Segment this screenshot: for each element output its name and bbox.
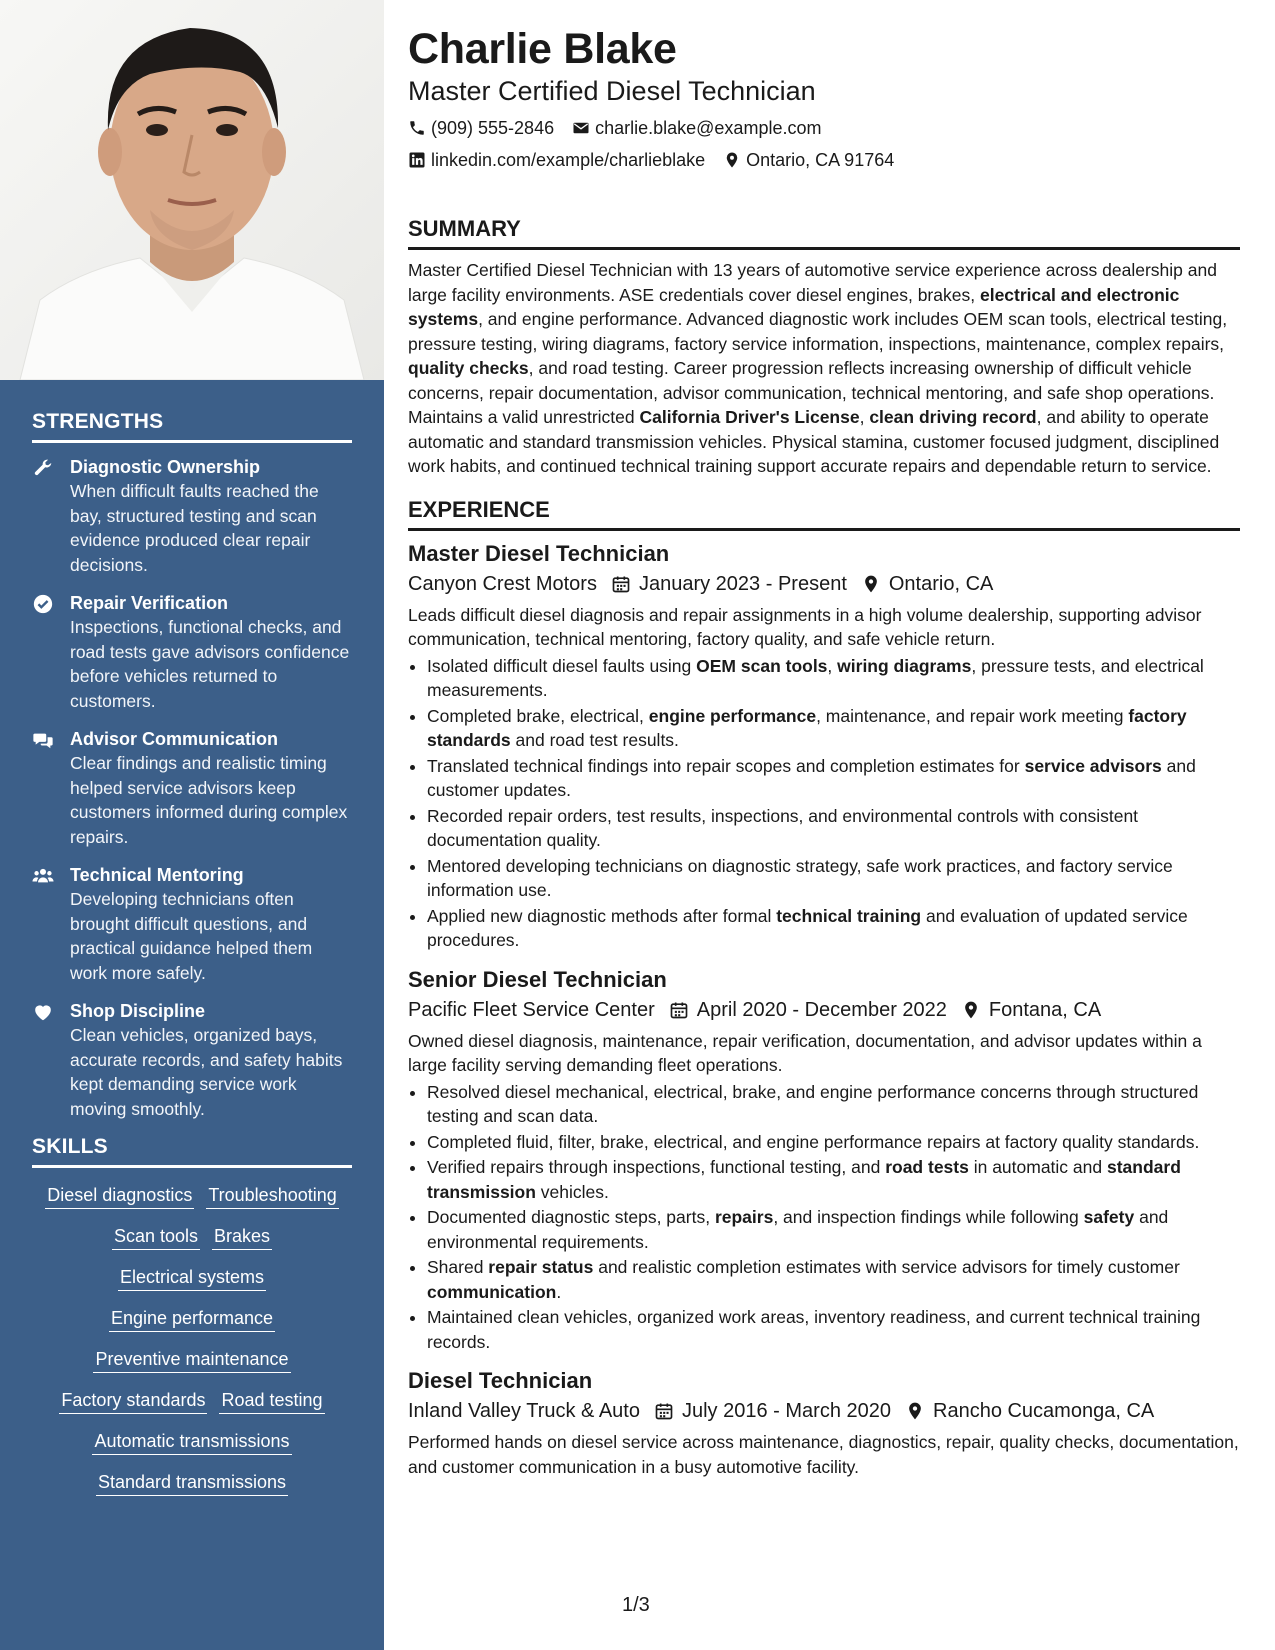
- phone-icon: [408, 119, 426, 137]
- linkedin-text: linkedin.com/example/charlieblake: [431, 150, 706, 170]
- text-run: Completed fluid, filter, brake, electrical, and engine performance repairs at factory quality standards.: [427, 1131, 1200, 1152]
- skill-tag: Road testing: [219, 1387, 324, 1414]
- bold-phrase: service advisors: [1024, 755, 1162, 776]
- text-run: and environmental requirements.: [427, 1207, 1169, 1252]
- skill-row: [32, 1264, 352, 1291]
- text-run: in automatic and: [968, 1157, 1107, 1177]
- bold-phrase: standard transmission: [427, 1157, 1181, 1202]
- job-location: [905, 1396, 1154, 1426]
- job-bullet: [427, 704, 1240, 753]
- skill-row: [32, 1346, 352, 1373]
- contact-row-2: [408, 148, 1240, 172]
- strengths-heading: STRENGTHS: [32, 410, 352, 443]
- bold-phrase: clean driving record: [869, 407, 1037, 427]
- skill-row: [32, 1428, 352, 1455]
- strength-description: When difficult faults reached the bay, structured testing and scan evidence produced clear repair decisions.: [70, 481, 319, 575]
- profile-photo: [0, 0, 384, 380]
- job-bullet: [427, 1155, 1240, 1204]
- job-dates: [654, 1396, 891, 1426]
- text-run: , maintenance, and repair work meeting: [816, 705, 1129, 726]
- text-run: and realistic completion estimates with service advisors for timely customer: [593, 1257, 1180, 1277]
- bold-phrase: repair status: [488, 1257, 594, 1277]
- bold-phrase: electrical and electronic systems: [408, 284, 1180, 329]
- strength-title: Shop Discipline: [70, 1001, 206, 1021]
- skill-row: [32, 1305, 352, 1332]
- job-bullet: [427, 1130, 1240, 1155]
- text-run: .: [556, 1281, 562, 1302]
- main-content: [408, 24, 1240, 1491]
- summary-text: [408, 258, 1240, 479]
- map-pin-icon: [961, 1000, 981, 1020]
- skill-tag: Troubleshooting: [206, 1182, 338, 1209]
- job-location: [961, 995, 1101, 1025]
- skill-tag: Diesel diagnostics: [45, 1182, 194, 1209]
- skills-list: [32, 1182, 352, 1496]
- job-dates: [669, 995, 947, 1025]
- strength-description: Developing technicians often brought difficult questions, and practical guidance helped them work more safely.: [70, 889, 313, 983]
- job-meta: [408, 995, 1240, 1025]
- location-contact: [723, 148, 894, 172]
- job-description: Leads difficult diesel diagnosis and repair assignments in a high volume dealership, supporting advisor communication, technical mentoring, factory quality, and safe vehicle return.: [408, 604, 1202, 649]
- summary-heading: SUMMARY: [408, 216, 1240, 250]
- job-dates-text: July 2016 - March 2020: [681, 1400, 891, 1422]
- job-company: Pacific Fleet Service Center: [408, 998, 655, 1021]
- linkedin-contact[interactable]: [408, 148, 705, 172]
- strength-title: Advisor Communication: [70, 729, 279, 749]
- text-run: Mentored developing technicians on diagnostic strategy, safe work practices, and factory service information use.: [427, 855, 1173, 900]
- skill-row: [32, 1387, 352, 1414]
- bold-phrase: wiring diagrams: [837, 655, 972, 676]
- job-bullet: [427, 754, 1240, 803]
- bold-phrase: safety: [1083, 1207, 1135, 1227]
- calendar-icon: [669, 1000, 689, 1020]
- job-bullet: [427, 904, 1240, 953]
- skill-tag: Automatic transmissions: [92, 1428, 291, 1455]
- heart-icon: [32, 1001, 54, 1023]
- strength-item: [32, 863, 352, 985]
- strength-item: [32, 999, 352, 1121]
- text-run: , and inspection findings while following: [773, 1207, 1084, 1227]
- bold-phrase: road tests: [885, 1157, 969, 1177]
- text-run: , and road testing. Career progression reflects increasing ownership of difficult vehicle concerns, repair documentation, advisor communication, technical mentoring, and safe shop operations. Maintains a valid unrestricted: [408, 358, 1215, 427]
- strength-description: Clear findings and realistic timing helped service advisors keep customers informed during complex repairs.: [70, 753, 348, 847]
- experience-heading: EXPERIENCE: [408, 497, 1240, 531]
- job-description: Owned diesel diagnosis, maintenance, repair verification, documentation, and advisor updates within a large facility serving demanding fleet operations.: [408, 1030, 1202, 1075]
- phone-contact[interactable]: [408, 116, 554, 140]
- strength-item: [32, 455, 352, 577]
- comments-icon: [32, 729, 54, 751]
- strength-item: [32, 727, 352, 849]
- email-contact[interactable]: [572, 116, 821, 140]
- skill-tag: Electrical systems: [118, 1264, 266, 1291]
- job-title: Senior Diesel Technician: [408, 966, 667, 992]
- text-run: and customer updates.: [427, 755, 1196, 800]
- job-description: Performed hands on diesel service across maintenance, diagnostics, repair, quality checks, documentation, and customer communication in a busy automotive facility.: [408, 1432, 1239, 1477]
- map-pin-icon: [905, 1401, 925, 1421]
- bold-phrase: factory standards: [427, 705, 1187, 750]
- job-meta: [408, 1396, 1240, 1426]
- calendar-icon: [611, 574, 631, 594]
- phone-text: (909) 555-2846: [431, 118, 555, 138]
- strength-description: Inspections, functional checks, and road tests gave advisors confidence before vehicles returned to customers.: [70, 617, 350, 711]
- job-dates: [611, 569, 847, 599]
- job-dates-text: April 2020 - December 2022: [696, 998, 947, 1021]
- skill-tag: Scan tools: [112, 1223, 200, 1250]
- skills-heading: SKILLS: [32, 1135, 352, 1168]
- text-run: , and engine performance. Advanced diagnostic work includes OEM scan tools, electrical testing, pressure testing, wiring diagrams, factory service information, inspections, maintenance, complex repairs,: [408, 309, 1228, 354]
- job-bullet: [427, 804, 1240, 853]
- users-icon: [32, 865, 54, 887]
- job-location-text: Ontario, CA: [888, 572, 994, 595]
- job-location-text: Rancho Cucamonga, CA: [933, 1400, 1155, 1422]
- skill-row: [32, 1182, 352, 1209]
- job-dates-text: January 2023 - Present: [638, 572, 847, 595]
- job-bullet: [427, 1305, 1240, 1354]
- text-run: Master Certified Diesel Technician with 13 years of automotive service experience across dealership and large facility environments. ASE credentials cover diesel engines, brakes,: [408, 260, 1217, 305]
- job-bullets: [408, 654, 1240, 953]
- strength-title: Technical Mentoring: [70, 865, 244, 885]
- bold-phrase: repairs: [714, 1207, 774, 1227]
- text-run: Isolated difficult diesel faults using: [427, 655, 697, 676]
- bold-phrase: technical training: [776, 905, 922, 926]
- skill-tag: Preventive maintenance: [93, 1346, 290, 1373]
- text-run: Recorded repair orders, test results, inspections, and environmental controls with consistent documentation quality.: [427, 805, 1139, 850]
- location-text: Ontario, CA 91764: [746, 150, 895, 170]
- strength-title: Repair Verification: [70, 593, 229, 613]
- bold-phrase: communication: [427, 1281, 557, 1302]
- bold-phrase: quality checks: [408, 358, 529, 378]
- text-run: ,: [827, 655, 838, 676]
- skill-row: [32, 1469, 352, 1496]
- text-run: Shared: [427, 1257, 489, 1277]
- skill-tag: Factory standards: [59, 1387, 207, 1414]
- text-run: Applied new diagnostic methods after formal: [427, 905, 777, 926]
- text-run: Maintained clean vehicles, organized work areas, inventory readiness, and current technical training records.: [427, 1307, 1201, 1352]
- contact-row-1: [408, 116, 1240, 140]
- experience-list: [408, 539, 1240, 1480]
- skill-tag: Brakes: [212, 1223, 272, 1250]
- bold-phrase: engine performance: [648, 705, 817, 726]
- job-entry: [408, 539, 1240, 953]
- strength-title: Diagnostic Ownership: [70, 457, 261, 477]
- text-run: ,: [859, 407, 870, 427]
- job-title: Master Diesel Technician: [408, 540, 670, 566]
- text-run: , pressure tests, and electrical measurements.: [427, 655, 1204, 700]
- page-number: 1/3: [622, 1594, 650, 1616]
- map-pin-icon: [861, 574, 881, 594]
- job-location-text: Fontana, CA: [988, 998, 1102, 1021]
- text-run: vehicles.: [535, 1181, 609, 1202]
- skill-tag: Standard transmissions: [96, 1469, 288, 1496]
- bold-phrase: California Driver's License: [639, 407, 860, 427]
- bold-phrase: OEM scan tools: [696, 655, 828, 676]
- text-run: Completed brake, electrical,: [427, 705, 649, 726]
- job-meta: [408, 569, 1240, 599]
- job-company: Inland Valley Truck & Auto: [408, 1400, 640, 1422]
- candidate-name: Charlie Blake: [408, 25, 677, 73]
- job-entry: [408, 965, 1240, 1355]
- candidate-title: Master Certified Diesel Technician: [408, 76, 816, 106]
- strength-item: [32, 591, 352, 713]
- check-circle-icon: [32, 593, 54, 615]
- skill-row: [32, 1223, 352, 1250]
- job-company: Canyon Crest Motors: [408, 572, 597, 595]
- linkedin-icon: [408, 151, 426, 169]
- portrait-image: [0, 0, 384, 380]
- map-pin-icon: [723, 151, 741, 169]
- envelope-icon: [572, 119, 590, 137]
- text-run: and road test results.: [510, 730, 679, 750]
- text-run: Translated technical findings into repair scopes and completion estimates for: [427, 755, 1025, 776]
- wrench-icon: [32, 457, 54, 479]
- text-run: , and ability to operate automatic and standard transmission vehicles. Physical stamina, customer focused judgment, disciplined work habits, and continued technical training support accurate repairs and dependable return to service.: [408, 407, 1220, 476]
- calendar-icon: [654, 1401, 674, 1421]
- job-bullets: [408, 1080, 1240, 1355]
- strengths-list: [32, 455, 352, 1121]
- text-run: Documented diagnostic steps, parts,: [427, 1207, 715, 1227]
- job-bullet: [427, 1205, 1240, 1254]
- job-bullet: [427, 654, 1240, 703]
- text-run: Resolved diesel mechanical, electrical, brake, and engine performance concerns through structured testing and scan data.: [427, 1081, 1199, 1126]
- email-text: charlie.blake@example.com: [595, 118, 822, 138]
- skill-tag: Engine performance: [109, 1305, 275, 1332]
- job-title: Diesel Technician: [408, 1368, 593, 1393]
- job-entry: [408, 1366, 1240, 1479]
- text-run: Verified repairs through inspections, functional testing, and: [427, 1157, 886, 1177]
- text-run: and evaluation of updated service procedures.: [427, 905, 1188, 950]
- job-bullet: [427, 854, 1240, 903]
- strength-description: Clean vehicles, organized bays, accurate records, and safety habits kept demanding service work moving smoothly.: [70, 1025, 343, 1119]
- sidebar: [0, 0, 384, 1650]
- job-bullet: [427, 1080, 1240, 1129]
- job-bullet: [427, 1255, 1240, 1304]
- job-location: [861, 569, 993, 599]
- sidebar-content: [32, 410, 352, 1510]
